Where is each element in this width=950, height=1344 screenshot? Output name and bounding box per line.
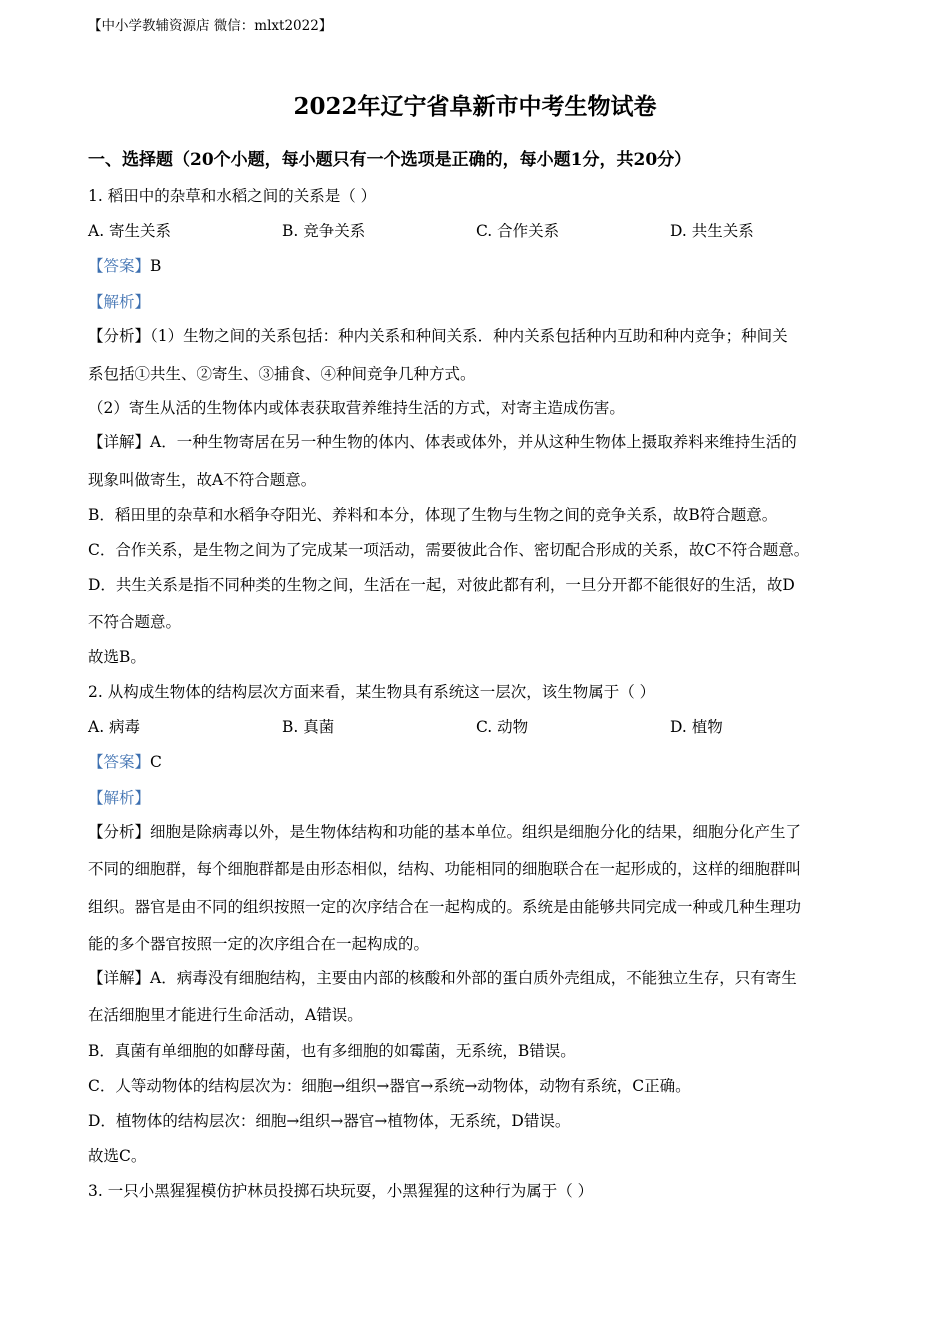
section-heading: 一、选择题（20个小题，每小题只有一个选项是正确的，每小题1分，共20分） (88, 150, 692, 170)
q2-stem: 2. 从构成生物体的结构层次方面来看，某生物具有系统这一层次，该生物属于（ ） (88, 683, 656, 701)
q1-line: 现象叫做寄生，故A不符合题意。 (88, 471, 317, 489)
q1-line: B．稻田里的杂草和水稻争夺阳光、养料和本分，体现了生物与生物之间的竞争关系，故B符合题意。 (88, 506, 778, 524)
q2-option-a: A. 病毒 (88, 718, 141, 736)
q1-line: 不符合题意。 (88, 613, 182, 631)
q1-line: C．合作关系，是生物之间为了完成某一项活动，需要彼此合作、密切配合形成的关系，故C不符合题意。 (88, 541, 810, 559)
q1-line: （2）寄生从活的生物体内或体表获取营养维持生活的方式，对寄主造成伤害。 (88, 399, 625, 417)
q2-line: C．人等动物体的结构层次为：细胞→组织→器官→系统→动物体，动物有系统，C正确。 (88, 1077, 691, 1095)
q2-line: 在活细胞里才能进行生命活动，A错误。 (88, 1006, 363, 1024)
q1-line: 故选B。 (88, 648, 146, 666)
q3-stem: 3. 一只小黑猩猩模仿护林员投掷石块玩耍，小黑猩猩的这种行为属于（ ） (88, 1182, 594, 1200)
q2-line: 组织。器官是由不同的组织按照一定的次序结合在一起构成的。系统是由能够共同完成一种或几种生理功 (88, 898, 802, 916)
q1-line: 【分析】（1）生物之间的关系包括：种内关系和种间关系．种内关系包括种内互助和种内竞争；种间关 (88, 327, 788, 345)
q1-line: 【详解】A．一种生物寄居在另一种生物的体内、体表或体外，并从这种生物体上摄取养料来维持生活的 (88, 433, 797, 451)
q2-answer-value: C (150, 753, 162, 771)
q1-option-a: A. 寄生关系 (88, 222, 172, 240)
q2-line: 【详解】A．病毒没有细胞结构，主要由内部的核酸和外部的蛋白质外壳组成，不能独立生存，只有寄生 (88, 969, 797, 987)
q1-answer (88, 254, 161, 276)
answer-label: 【答案】 (88, 753, 151, 771)
q1-option-d: D. 共生关系 (670, 222, 754, 240)
q2-analysis-label: 【解析】 (88, 789, 151, 807)
page-title: 2022年辽宁省阜新市中考生物试卷 (293, 93, 657, 120)
q1-option-c: C. 合作关系 (476, 222, 560, 240)
q1-line: 系包括①共生、②寄生、③捕食、④种间竞争几种方式。 (88, 365, 476, 383)
page-header: 【中小学教辅资源店 微信：mlxt2022】 (88, 18, 333, 34)
q1-answer-value: B (150, 257, 162, 275)
answer-label: 【答案】 (88, 257, 151, 275)
q1-option-b: B. 竞争关系 (282, 222, 366, 240)
q2-option-b: B. 真菌 (282, 718, 335, 736)
q1-line: D．共生关系是指不同种类的生物之间，生活在一起，对彼此都有利，一旦分开都不能很好的生活，故D (88, 576, 795, 594)
q2-line: D．植物体的结构层次：细胞→组织→器官→植物体，无系统，D错误。 (88, 1112, 571, 1130)
q2-option-d: D. 植物 (670, 718, 723, 736)
q2-line: 能的多个器官按照一定的次序组合在一起构成的。 (88, 935, 430, 953)
q1-stem: 1. 稻田中的杂草和水稻之间的关系是（ ） (88, 187, 377, 205)
q2-line: 不同的细胞群，每个细胞群都是由形态相似，结构、功能相同的细胞联合在一起形成的，这样的细胞群叫 (88, 860, 802, 878)
q2-option-c: C. 动物 (476, 718, 529, 736)
q2-line: 【分析】细胞是除病毒以外，是生物体结构和功能的基本单位。组织是细胞分化的结果，细胞分化产生了 (88, 823, 802, 841)
q2-line: B．真菌有单细胞的如酵母菌，也有多细胞的如霉菌，无系统，B错误。 (88, 1042, 576, 1060)
q1-analysis-label: 【解析】 (88, 293, 151, 311)
q2-line: 故选C。 (88, 1147, 147, 1165)
q2-answer (88, 750, 162, 772)
